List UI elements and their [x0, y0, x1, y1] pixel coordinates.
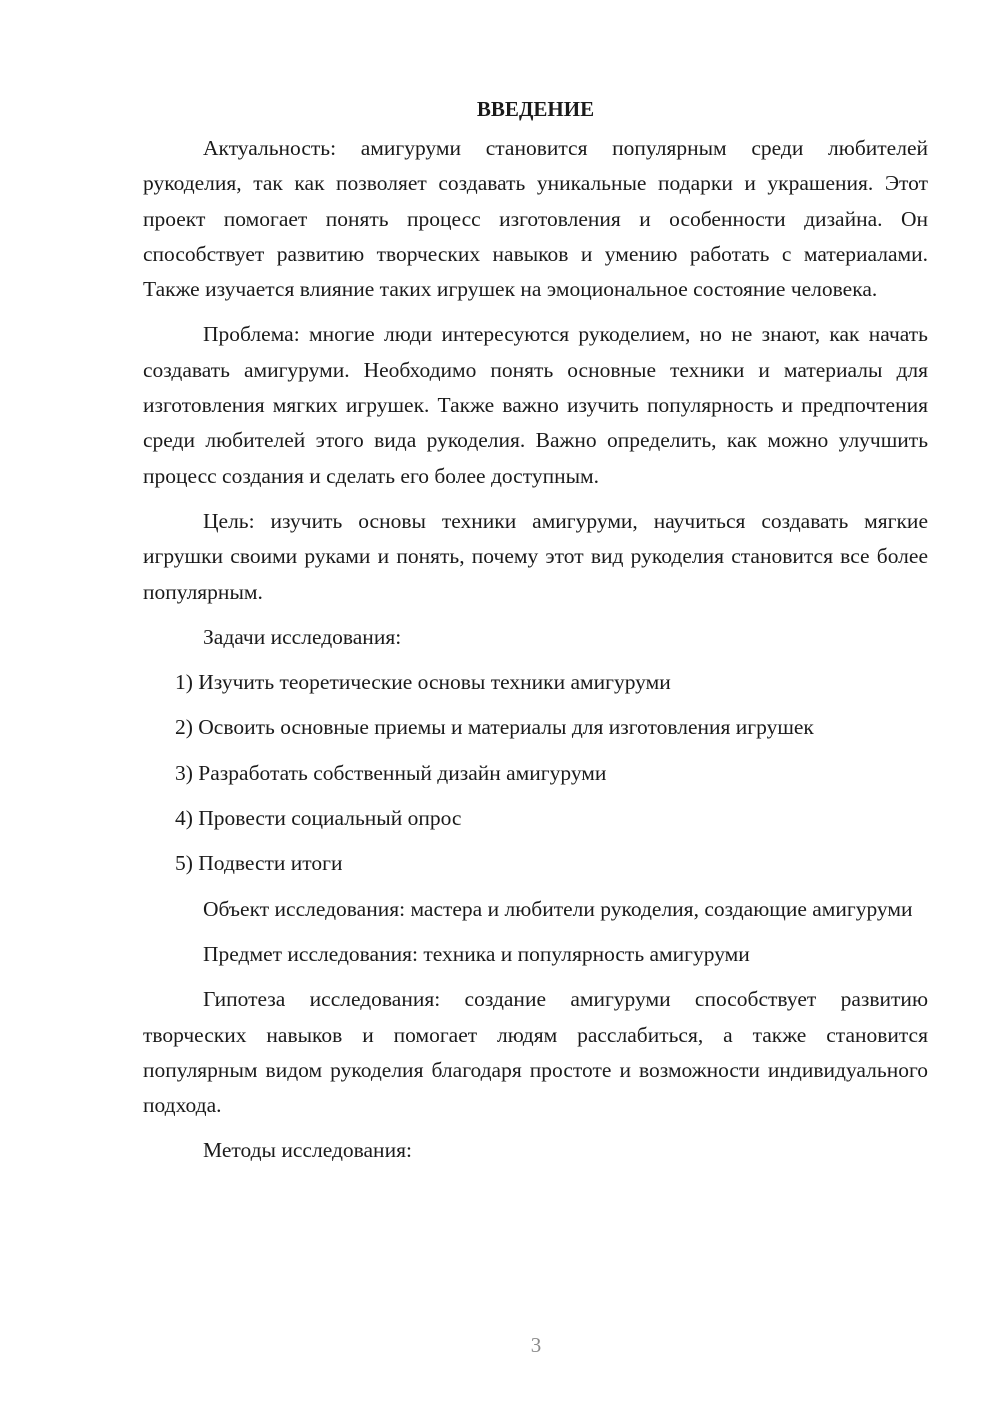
- task-item-3: 3) Разработать собственный дизайн амигуруми: [175, 760, 607, 785]
- tasks-list: [143, 665, 928, 881]
- paragraph-relevance: Актуальность: амигуруми становится популярным среди любителей рукоделия, так как позволяет создавать уникальные подарки и украшения. Этот проект помогает понять процесс изготовления и особенности дизайна. Он способствует развитию творческих навыков и умению работать с материалами. Также изучается влияние таких игрушек на эмоциональное состояние человека.: [143, 136, 928, 302]
- section-title: ВВЕДЕНИЕ: [476, 97, 595, 121]
- methods-heading: Методы исследования:: [203, 1138, 412, 1163]
- paragraph-goal: Цель: изучить основы техники амигуруми, научиться создавать мягкие игрушки своими руками и понять, почему этот вид рукоделия становится все более популярным.: [143, 508, 928, 604]
- task-item-2: 2) Освоить основные приемы и материалы для изготовления игрушек: [175, 715, 814, 740]
- task-item-5: 5) Подвести итоги: [175, 851, 343, 876]
- paragraph-hypothesis: Гипотеза исследования: создание амигуруми способствует развитию творческих навыков и помогает людям расслабиться, а также становится популярным видом рукоделия благодаря простоте и возможности индивидуального подхода.: [143, 987, 928, 1118]
- task-item-1: 1) Изучить теоретические основы техники амигуруми: [175, 670, 671, 695]
- paragraph-object: Объект исследования: мастера и любители рукоделия, создающие амигуруми: [203, 896, 913, 921]
- page-number: 3: [530, 1333, 542, 1357]
- paragraph-problem: Проблема: многие люди интересуются рукоделием, но не знают, как начать создавать амигуруми. Необходимо понять основные техники и материалы для изготовления мягких игрушек. Также важно изучить популярность и предпочтения среди любителей этого вида рукоделия. Важно определить, как можно улучшить процесс создания и сделать его более доступным.: [143, 322, 928, 488]
- paragraph-subject: Предмет исследования: техника и популярность амигуруми: [203, 941, 750, 966]
- document-page: [143, 92, 928, 1179]
- tasks-heading: Задачи исследования:: [203, 624, 402, 649]
- task-item-4: 4) Провести социальный опрос: [175, 806, 462, 831]
